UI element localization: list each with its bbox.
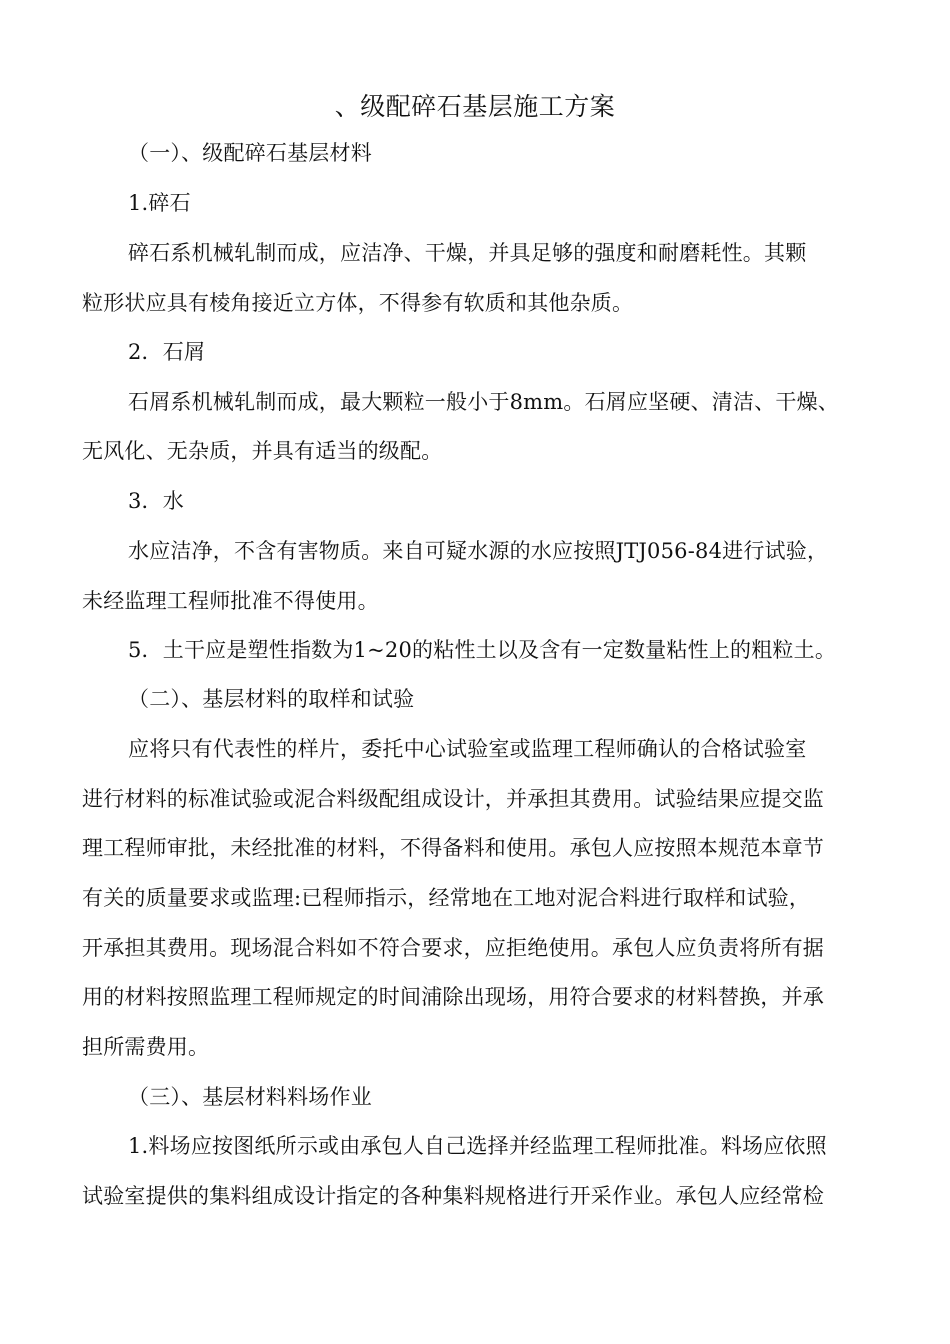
section-heading-quarry: （三）、基层材料料场作业 bbox=[128, 1085, 372, 1109]
paragraph-line: 5．土干应是塑性指数为1~20的粘性土以及含有一定数量粘性上的粗粒土。 bbox=[128, 638, 837, 662]
paragraph-line: 进行材料的标准试验或泥合料级配组成设计，并承担其费用。试验结果应提交监 bbox=[82, 787, 824, 811]
paragraph-line: 石屑系机械轧制而成，最大颗粒一般小于8mm。石屑应坚硬、清洁、干燥、 bbox=[128, 390, 839, 414]
document-title: 、级配碎石基层施工方案 bbox=[334, 92, 616, 121]
paragraph-line: 开承担其费用。现场混合料如不符合要求，应拒绝使用。承包人应负责将所有据 bbox=[82, 936, 824, 960]
paragraph-line: 粒形状应具有棱角接近立方体，不得参有软质和其他杂质。 bbox=[82, 291, 634, 315]
section-heading-materials: （一）、级配碎石基层材料 bbox=[128, 141, 372, 165]
paragraph-line: 应将只有代表性的样片，委托中心试验室或监理工程师确认的合格试验室 bbox=[128, 737, 807, 761]
paragraph-line: 理工程师审批，未经批准的材料，不得备料和使用。承包人应按照本规范本章节 bbox=[82, 836, 824, 860]
section-heading-sampling: （二）、基层材料的取样和试验 bbox=[128, 687, 415, 711]
paragraph-line: 1.料场应按图纸所示或由承包人自己选择并经监理工程师批准。料场应依照 bbox=[128, 1134, 827, 1158]
paragraph-line: 碎石系机械轧制而成，应洁净、干燥，并具足够的强度和耐磨耗性。其颗 bbox=[128, 241, 807, 265]
subheading-crushed-stone: 1.碎石 bbox=[128, 191, 191, 215]
paragraph-line: 水应洁净，不含有害物质。来自可疑水源的水应按照JTJ056-84进行试验， bbox=[128, 539, 829, 563]
paragraph-line: 用的材料按照监理工程师规定的时间浦除出现场，用符合要求的材料替换，并承 bbox=[82, 985, 824, 1009]
subheading-water: 3．水 bbox=[128, 489, 184, 513]
subheading-stone-chips: 2．石屑 bbox=[128, 340, 206, 364]
paragraph-line: 未经监理工程师批准不得使用。 bbox=[82, 589, 379, 613]
paragraph-line: 无风化、无杂质，并具有适当的级配。 bbox=[82, 439, 443, 463]
paragraph-line: 有关的质量要求或监理:已程师指示，经常地在工地对泥合料进行取样和试验， bbox=[82, 886, 811, 910]
paragraph-line: 试验室提供的集料组成设计指定的各种集料规格进行开采作业。承包人应经常检 bbox=[82, 1184, 824, 1208]
paragraph-line: 担所需费用。 bbox=[82, 1035, 210, 1059]
